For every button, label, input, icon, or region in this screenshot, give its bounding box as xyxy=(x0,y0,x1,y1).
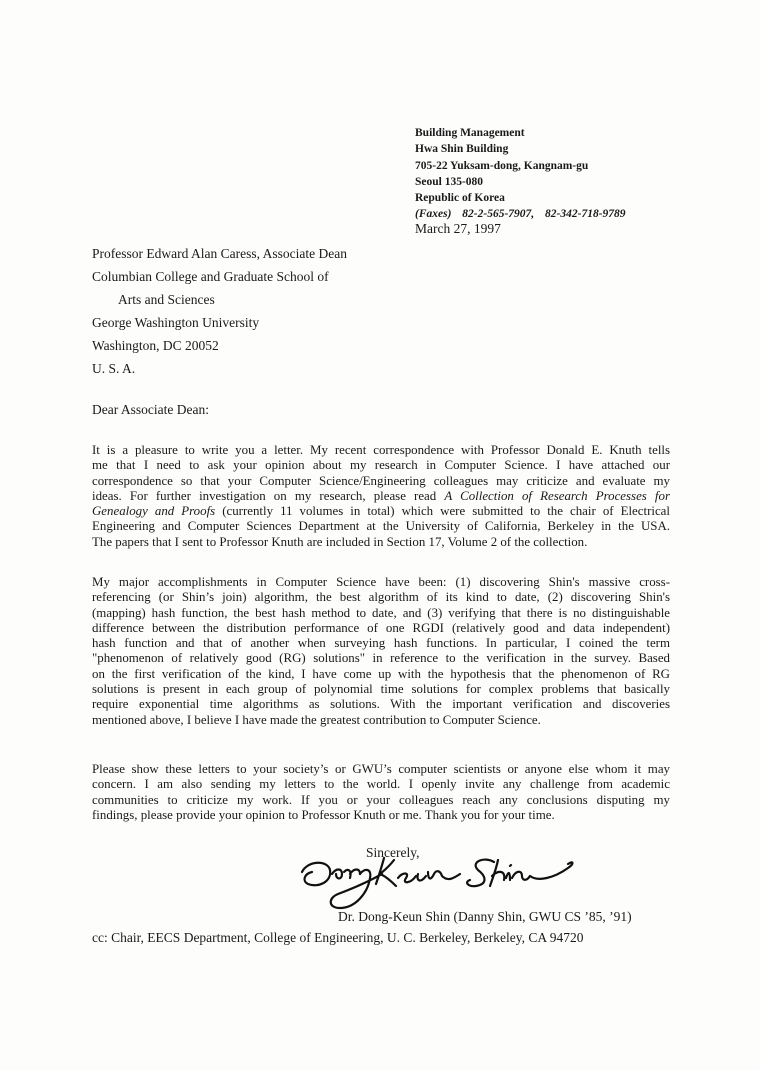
sender-city: Seoul 135-080 xyxy=(415,175,484,188)
closing: Sincerely, xyxy=(366,845,420,860)
paragraph-line: me that I need to ask your opinion about my research in Computer Science. I have attached our xyxy=(92,458,670,473)
sender-address-block xyxy=(415,125,634,223)
paragraph-line: on the first verification of the kind, I have come up with the hypothesis that the phenomenon of RG xyxy=(92,666,670,681)
paragraph-line xyxy=(92,504,670,519)
paragraph-line: "phenomenon of relatively good (RG) solutions" in reference to the verification in the survey. Based xyxy=(92,651,670,666)
paragraph-line: correspondence so that your Computer Science/Engineering colleagues may criticize and evaluate my xyxy=(92,473,670,488)
paragraph-line: Please show these letters to your society’s or GWU’s computer scientists or anyone else whom it may xyxy=(92,762,670,776)
paragraph-line: require exponential time algorithms as solutions. With the important verification and discoveries xyxy=(92,697,670,712)
paragraph-line: difference between the distribution performance of one RGDI (relatively good and data independent) xyxy=(92,620,670,635)
paragraph-line: The papers that I sent to Professor Knuth are included in Section 17, Volume 2 of the collection. xyxy=(92,534,588,549)
faxes-label: (Faxes) xyxy=(415,208,452,221)
body-paragraph-2 xyxy=(92,575,670,728)
recipient-line-4: George Washington University xyxy=(92,314,260,330)
paragraph-line: hash function and that of another when surveying hash functions. In particular, I coined the term xyxy=(92,636,670,651)
paragraph-text: (currently 11 volumes in total) which were submitted to the chair of Electrical xyxy=(215,504,670,519)
fax-number-1: 82-2-565-7907, xyxy=(462,208,535,221)
sender-building: Hwa Shin Building xyxy=(415,143,509,156)
paragraph-line xyxy=(92,489,670,504)
paragraph-line: findings, please provide your opinion to Professor Knuth or me. Thank you for your time. xyxy=(92,807,555,822)
handwritten-signature xyxy=(298,852,580,914)
paragraph-line: My major accomplishments in Computer Science have been: (1) discovering Shin's massive cross- xyxy=(92,575,670,589)
book-title-part-1: A Collection of Research Processes for xyxy=(444,488,670,503)
paragraph-line: It is a pleasure to write you a letter. My recent correspondence with Professor Donald E. Knuth tells xyxy=(92,443,670,457)
paragraph-line: solutions is present in each group of polynomial time solutions for complex problems that basically xyxy=(92,682,670,697)
body-paragraph-3 xyxy=(92,762,670,823)
paragraph-line: referencing (or Shin’s join) algorithm, the best algorithm of its kind to date, (2) discovering Shin's xyxy=(92,590,670,605)
paragraph-line: Engineering and Computer Sciences Department at the University of California, Berkeley in the USA. xyxy=(92,519,670,534)
paragraph-text: ideas. For further investigation on my research, please read xyxy=(92,488,445,503)
letter-date: March 27, 1997 xyxy=(415,221,501,236)
paragraph-line: mentioned above, I believe I have made the greatest contribution to Computer Science. xyxy=(92,712,541,727)
book-title-part-2: Genealogy and Proofs xyxy=(92,504,216,519)
sender-name: Building Management xyxy=(415,127,525,139)
fax-number-2: 82-342-718-9789 xyxy=(545,208,626,221)
cc-line: cc: Chair, EECS Department, College of Engineering, U. C. Berkeley, Berkeley, CA 94720 xyxy=(92,930,584,945)
salutation: Dear Associate Dean: xyxy=(92,402,209,417)
sender-country: Republic of Korea xyxy=(415,192,505,205)
body-paragraph-1 xyxy=(92,443,670,550)
sender-street: 705-22 Yuksam-dong, Kangnam-gu xyxy=(415,159,589,172)
recipient-line-5: Washington, DC 20052 xyxy=(92,337,219,353)
recipient-address-block xyxy=(92,243,347,380)
paragraph-line: (mapping) hash function, the best hash method to date, and (3) verifying that there is no distinguishable xyxy=(92,605,670,620)
paragraph-line: communities to criticize my work. If you or your colleagues reach any conclusions disputing my xyxy=(92,792,670,807)
recipient-line-3: Arts and Sciences xyxy=(118,291,215,307)
signer-name: Dr. Dong-Keun Shin (Danny Shin, GWU CS ’85, ’91) xyxy=(338,909,632,924)
recipient-line-2: Columbian College and Graduate School of xyxy=(92,268,329,284)
paragraph-line: concern. I am also sending my letters to the world. I openly invite any challenge from academic xyxy=(92,777,670,792)
recipient-line-1: Professor Edward Alan Caress, Associate Dean xyxy=(92,246,347,261)
recipient-line-6: U. S. A. xyxy=(92,360,136,376)
